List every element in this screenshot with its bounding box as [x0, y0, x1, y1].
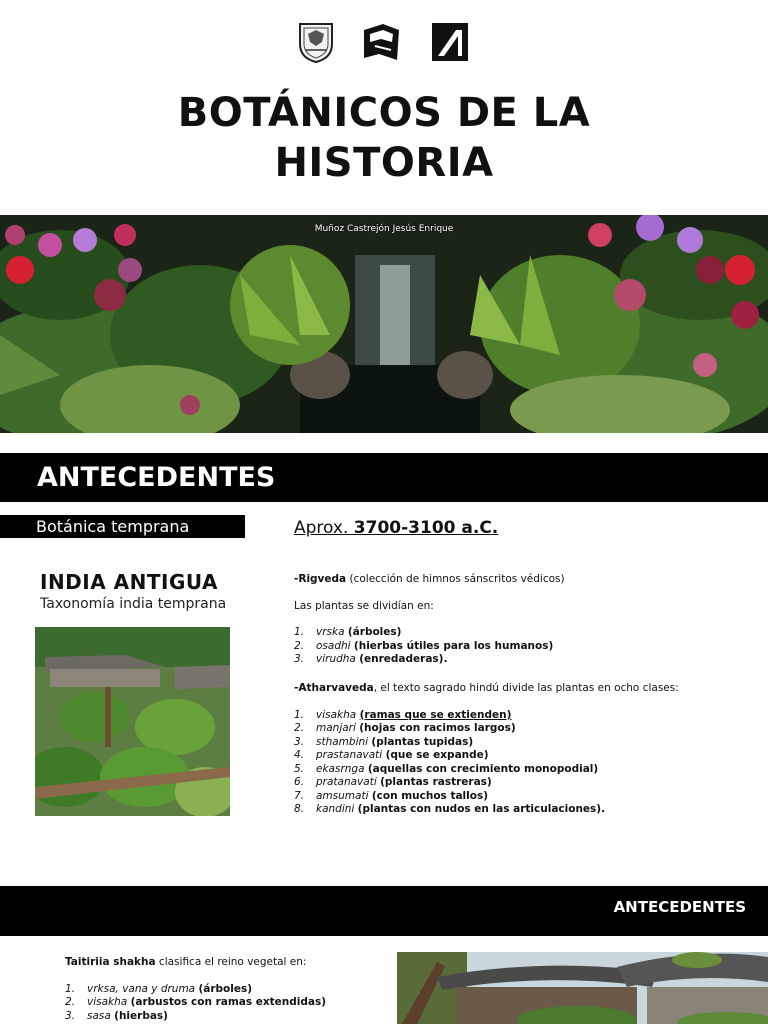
section-band-antecedentes-2: [0, 886, 768, 936]
title-line-2: HISTORIA: [274, 140, 494, 186]
list-item: 2. osadhi (hierbas útiles para los humanos): [294, 639, 554, 652]
unam-shield-logo: [296, 20, 336, 64]
region-subtitle: Taxonomía india temprana: [40, 596, 227, 612]
taitiriia-desc: clasifica el reino vegetal en:: [155, 956, 307, 968]
list-item: 1. vrska (árboles): [294, 626, 402, 638]
school-emblem-logo: [430, 20, 470, 64]
list-item: 4. prastanavati (que se expande): [294, 749, 489, 761]
taitiriia-block: [65, 956, 385, 1023]
atharvaveda-title: -Atharvaveda: [294, 682, 374, 694]
ancient-garden-photo: [35, 627, 230, 816]
list-item: 7. amsumati (con muchos tallos): [294, 789, 489, 802]
rigveda-desc: (colección de himnos sánscritos védicos): [346, 573, 565, 585]
rigveda-intro: Las plantas se dividían en:: [294, 599, 434, 612]
aprox-range: 3700-3100 a.C.: [353, 518, 499, 538]
list-item: 1. vrksa, vana y druma (árboles): [65, 982, 253, 995]
list-item: 3. sasa (hierbas): [65, 1009, 168, 1022]
list-item: 3. virudha (enredaderas).: [294, 653, 448, 665]
aprox-prefix: Aprox.: [294, 518, 349, 538]
list-item: 2. manjari (hojas con racimos largos): [294, 722, 516, 734]
date-range-heading: [294, 518, 498, 538]
subsection-band: [0, 515, 245, 538]
taitiriia-list: [65, 983, 385, 1024]
faculty-book-logo: [361, 20, 401, 64]
list-item: 3. sthambini (plantas tupidas): [294, 735, 474, 748]
subsection-label: Botánica temprana: [36, 517, 190, 536]
page-title: [0, 88, 768, 188]
atharvaveda-block: [294, 682, 754, 817]
author-credit: Muñoz Castrejón Jesús Enrique: [314, 224, 454, 234]
hero-garden-image: [0, 215, 768, 433]
section-band-label-2: ANTECEDENTES: [613, 898, 746, 916]
rigveda-block: [294, 573, 744, 667]
section-band-label: ANTECEDENTES: [37, 462, 276, 493]
atharvaveda-list: [294, 709, 754, 817]
taitiriia-title: Taitiriia shakha: [65, 956, 156, 968]
region-title: INDIA ANTIGUA: [40, 570, 218, 594]
list-item: 6. pratanavati (plantas rastreras): [294, 776, 492, 788]
list-item: 1. visakha (ramas que se extienden): [294, 708, 512, 721]
list-item: 8. kandini (plantas con nudos en las articulaciones).: [294, 803, 606, 815]
list-item: 5. ekasrnga (aquellas con crecimiento monopodial): [294, 762, 599, 775]
section-band-antecedentes: [0, 453, 768, 502]
atharvaveda-desc: , el texto sagrado hindú divide las plantas en ocho clases:: [373, 682, 679, 694]
pagoda-garden-photo: [397, 952, 768, 1024]
rigveda-title: -Rigveda: [294, 573, 347, 585]
list-item: 2. visakha (arbustos con ramas extendidas): [65, 996, 327, 1008]
title-line-1: BOTÁNICOS DE LA: [177, 90, 591, 136]
rigveda-list: [294, 626, 744, 667]
